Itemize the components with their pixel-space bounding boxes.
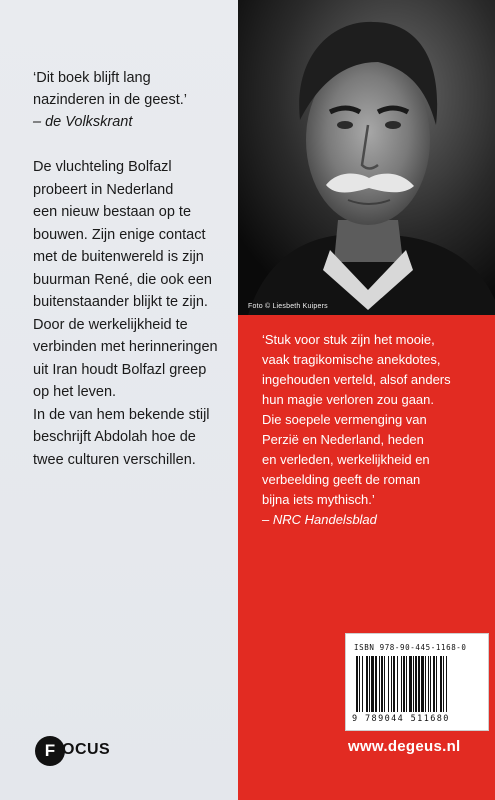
isbn-text: ISBN 978-90-445-1168-0 <box>354 643 467 652</box>
desc-line: verbinden met herinneringen <box>33 339 218 355</box>
barcode-bar <box>403 656 405 712</box>
barcode-bar <box>359 656 360 712</box>
quote-line: vaak tragikomische anekdotes, <box>262 352 441 367</box>
barcode-bar <box>375 656 377 712</box>
desc-line: De vluchteling Bolfazl <box>33 159 172 175</box>
barcode-bar <box>391 656 392 712</box>
barcode-bar <box>388 656 389 712</box>
quote-line: verbeelding geeft de roman <box>262 472 421 487</box>
barcode-bar <box>366 656 368 712</box>
barcode-bar <box>397 656 398 712</box>
desc-line: beschrijft Abdolah hoe de <box>33 429 196 445</box>
barcode-bar <box>421 656 424 712</box>
barcode-bar <box>409 656 412 712</box>
barcode-bar <box>440 656 442 712</box>
desc-line: probeert in Nederland <box>33 181 174 198</box>
quote-line: hun magie verloren zou gaan. <box>262 392 435 407</box>
barcode-bar <box>428 656 429 712</box>
desc-line: buitenstaander blijkt te zijn. <box>33 294 208 310</box>
desc-line: In de van hem bekende stijl <box>33 406 210 423</box>
desc-line: twee culturen verschillen. <box>33 451 196 468</box>
barcode-bar <box>406 656 407 712</box>
barcode-bar <box>371 656 374 712</box>
desc-line: met de buitenwereld is zijn <box>33 249 204 265</box>
desc-line: op het leven. <box>33 384 117 400</box>
barcode-bar <box>418 656 420 712</box>
barcode-bar <box>443 656 444 712</box>
barcode-bar <box>415 656 417 712</box>
focus-logo-icon: F <box>35 736 65 766</box>
quote-line: ‘Dit boek blijft lang <box>33 70 151 86</box>
barcode-bar <box>356 656 358 712</box>
barcode-bar <box>430 656 431 712</box>
quote-line: Perzië en Nederland, heden <box>262 432 424 447</box>
quote-line: Die soepele vermenging van <box>262 412 427 427</box>
publisher-website[interactable]: www.degeus.nl <box>348 738 461 755</box>
barcode-bar <box>369 656 370 712</box>
quote-line: ingehouden verteld, alsof anders <box>262 372 451 387</box>
barcode-bar <box>401 656 402 712</box>
quote-line: en verleden, werkelijkheid en <box>262 452 430 467</box>
barcode-bar <box>413 656 414 712</box>
barcode-digits: 9 789044 511680 <box>352 714 450 724</box>
barcode-icon <box>356 656 480 712</box>
barcode-bar <box>379 656 380 712</box>
desc-line: uit Iran houdt Bolfazl greep <box>33 361 207 378</box>
barcode-bar <box>446 656 447 712</box>
barcode-bar <box>362 656 363 712</box>
quote-line: bijna iets mythisch.’ <box>262 492 375 507</box>
barcode-bar <box>384 656 385 712</box>
quote-source: – NRC Handelsblad <box>262 512 377 527</box>
barcode-bar <box>436 656 437 712</box>
barcode-bar <box>393 656 395 712</box>
desc-line: buurman René, die ook een <box>33 271 212 288</box>
nrc-quote <box>262 330 494 530</box>
author-photo <box>238 0 495 315</box>
desc-line: een nieuw bestaan op te <box>33 204 192 220</box>
author-portrait-icon <box>238 0 495 315</box>
desc-line: Door de werkelijkheid te <box>33 316 188 333</box>
desc-line: bouwen. Zijn enige contact <box>33 226 206 243</box>
barcode-bar <box>381 656 383 712</box>
barcode-box <box>345 633 489 731</box>
photo-credit: Foto © Liesbeth Kuipers <box>248 303 328 310</box>
focus-logo-text: OCUS <box>62 741 111 758</box>
barcode-bar <box>425 656 426 712</box>
quote-source: – de Volkskrant <box>33 114 133 130</box>
barcode-bar <box>433 656 435 712</box>
quote-line: ‘Stuk voor stuk zijn het mooie, <box>262 332 435 347</box>
quote-line: nazinderen in de geest.’ <box>33 92 187 108</box>
